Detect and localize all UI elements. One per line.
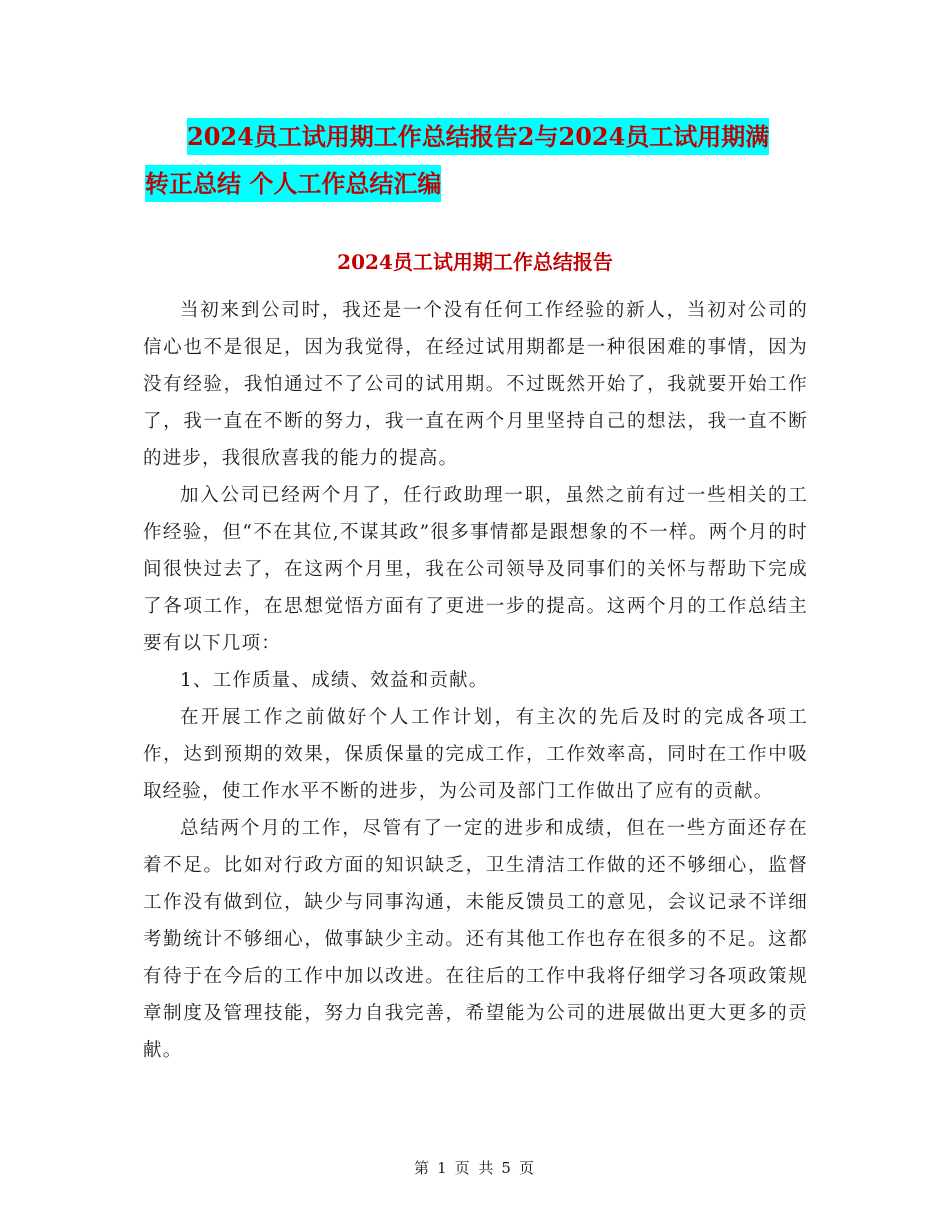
section-title: 2024员工试用期工作总结报告: [337, 250, 613, 274]
paragraph-3: 1、工作质量、成绩、效益和贡献。: [180, 670, 489, 691]
paragraph-2: 加入公司已经两个月了，任行政助理一职，虽然之前有过一些相关的工作经验，但“不在其位,不谋其政”很多事情都是跟想象的不一样。两个月的时间很快过去了，在这两个月里，我在公司领导及同事们的关怀与帮助下完成了各项工作，在思想觉悟方面有了更进一步的提高。这两个月的工作总结主要有以下几项：: [143, 485, 808, 654]
footer-total-pages: 5: [501, 1159, 513, 1177]
document-body: [143, 292, 808, 1069]
paragraph-4: 在开展工作之前做好个人工作计划，有主次的先后及时的完成各项工作，达到预期的效果，保质保量的完成工作，工作效率高，同时在工作中吸取经验，使工作水平不断的进步，为公司及部门工作做出了应有的贡献。: [143, 707, 808, 802]
footer-suffix: 页: [518, 1159, 536, 1177]
paragraph-5: 总结两个月的工作，尽管有了一定的进步和成绩，但在一些方面还存在着不足。比如对行政方面的知识缺乏，卫生清洁工作做的还不够细心，监督工作没有做到位，缺少与同事沟通，未能反馈员工的意见，会议记录不详细考勤统计不够细心，做事缺少主动。还有其他工作也存在很多的不足。这都有待于在今后的工作中加以改进。在往后的工作中我将仔细学习各项政策规章制度及管理技能，努力自我完善，希望能为公司的进展做出更大更多的贡献。: [143, 818, 808, 1061]
document-title-line-2: [145, 160, 825, 207]
footer-current-page: 1: [437, 1159, 449, 1177]
document-title-line-1: [145, 113, 825, 160]
page-footer: [0, 1157, 950, 1178]
footer-middle: 页 共: [454, 1159, 496, 1177]
paragraph-1: 当初来到公司时，我还是一个没有任何工作经验的新人，当初对公司的信心也不是很足，因为我觉得，在经过试用期都是一种很困难的事情，因为没有经验，我怕通过不了公司的试用期。不过既然开始了，我就要开始工作了，我一直在不断的努力，我一直在两个月里坚持自己的想法，我一直不断的进步，我很欣喜我的能力的提高。: [143, 300, 808, 469]
footer-prefix: 第: [414, 1159, 432, 1177]
title-highlight-1: 2024员工试用期工作总结报告2与2024员工试用期满: [187, 118, 769, 155]
title-highlight-2: 转正总结 个人工作总结汇编: [145, 165, 441, 202]
document-title: [145, 113, 825, 207]
